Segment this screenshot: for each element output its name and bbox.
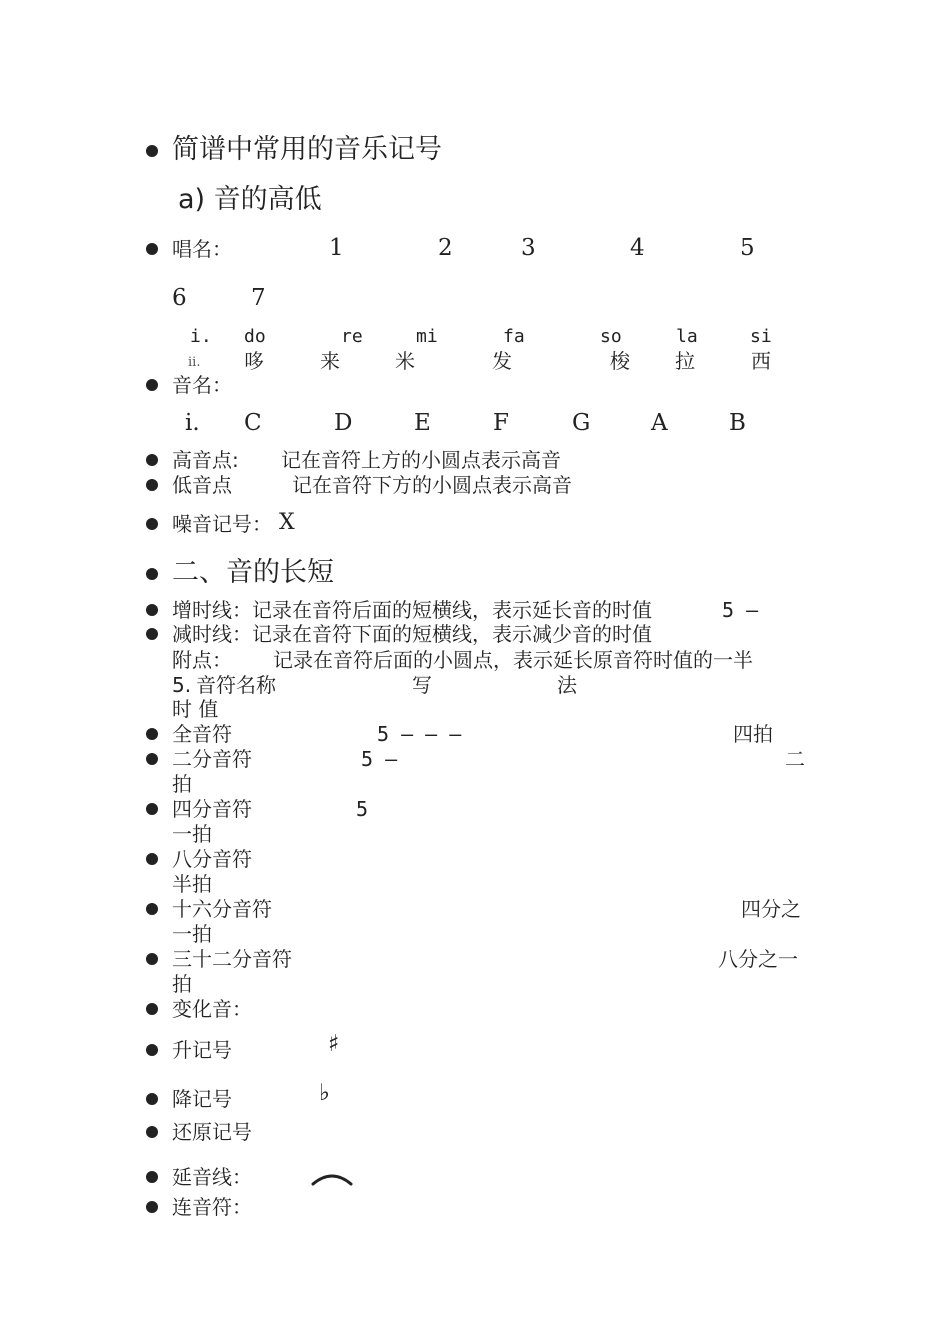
syllable: mi	[416, 326, 438, 347]
note-letter: A	[651, 410, 668, 436]
extension-line-desc: 增时线：记录在音符后面的短横线，表示延长音的时值	[172, 598, 652, 622]
high-dot-label: 高音点:	[172, 448, 239, 472]
note-type-name: 二分音符	[172, 747, 252, 771]
table-header-name: 音符名称	[196, 673, 276, 697]
note-type-name: 全音符	[172, 722, 232, 746]
note-value: 二	[785, 747, 805, 771]
sharp-label: 升记号	[172, 1038, 232, 1062]
table-header-write: 写	[412, 673, 432, 697]
bullet	[146, 853, 158, 865]
note-notation: 5 — — —	[377, 722, 462, 746]
bullet	[146, 518, 158, 530]
solfege-num: 6	[172, 285, 187, 311]
bullet	[146, 628, 158, 640]
note-letter: B	[729, 410, 746, 436]
heading-duration: 二、音的长短	[172, 557, 334, 588]
bullet	[146, 803, 158, 815]
high-dot-desc: 记在音符上方的小圆点表示高音	[281, 448, 561, 472]
low-dot-desc: 记在音符下方的小圆点表示高音	[292, 473, 572, 497]
syllable: fa	[503, 326, 525, 347]
note-value: 一拍	[172, 822, 212, 846]
bullet	[146, 145, 158, 157]
flat-label: 降记号	[172, 1087, 232, 1111]
flat-icon: ♭	[319, 1080, 330, 1106]
note-letter: C	[244, 410, 262, 436]
note-letter: D	[334, 410, 353, 436]
syllable-cn: 哆	[244, 349, 264, 373]
note-notation: 5 —	[361, 747, 398, 771]
note-value: 拍	[172, 772, 192, 796]
syllable-cn: 来	[320, 349, 340, 373]
tuplet-label: 连音符：	[172, 1195, 252, 1219]
bullet	[146, 953, 158, 965]
extension-line-example: 5 —	[722, 598, 759, 622]
syllable-cn: 米	[395, 349, 415, 373]
heading-pitch: a) 音的高低	[178, 184, 322, 215]
tie-icon	[310, 1168, 354, 1188]
note-type-name: 四分音符	[172, 797, 252, 821]
bullet	[146, 379, 158, 391]
solfege-num: 4	[630, 235, 645, 261]
dot-desc: 记录在音符后面的小圆点，表示延长原音符时值的一半	[273, 648, 753, 672]
solfege-num: 2	[438, 235, 453, 261]
dot-label: 附点：	[172, 648, 232, 672]
bullet	[146, 1126, 158, 1138]
solfege-num: 3	[521, 235, 536, 261]
bullet	[146, 568, 158, 580]
natural-label: 还原记号	[172, 1120, 252, 1144]
syllable-cn: 发	[492, 349, 512, 373]
bullet	[146, 1201, 158, 1213]
list-marker: i.	[190, 326, 212, 347]
bullet	[146, 1093, 158, 1105]
note-value: 拍	[172, 972, 192, 996]
note-notation: 5	[356, 797, 369, 821]
syllable-cn: 梭	[610, 349, 630, 373]
bullet	[146, 1044, 158, 1056]
bullet	[146, 1003, 158, 1015]
note-value: 半拍	[172, 872, 212, 896]
table-header-value: 时 值	[172, 697, 219, 721]
note-type-name: 十六分音符	[172, 897, 272, 921]
note-value: 四分之	[741, 897, 801, 921]
note-value: 四拍	[733, 722, 773, 746]
table-header-num: 5.	[172, 673, 192, 697]
solfege-num: 7	[251, 285, 266, 311]
note-value: 一拍	[172, 922, 212, 946]
bullet	[146, 604, 158, 616]
tie-label: 延音线：	[172, 1165, 252, 1189]
noise-symbol: X	[279, 510, 295, 535]
note-letter: G	[572, 410, 591, 436]
table-header-method: 法	[557, 673, 577, 697]
note-letter: F	[493, 410, 509, 436]
syllable-cn: 拉	[675, 349, 695, 373]
note-value: 八分之一	[718, 947, 798, 971]
list-marker: ii.	[188, 355, 201, 370]
solfege-num: 5	[740, 235, 755, 261]
reduction-line-desc: 减时线：记录在音符下面的短横线，表示减少音的时值	[172, 622, 652, 646]
syllable: do	[244, 326, 266, 347]
bullet	[146, 454, 158, 466]
syllable: so	[600, 326, 622, 347]
solfege-num: 1	[329, 235, 344, 261]
note-name-label: 音名：	[172, 373, 232, 397]
note-type-name: 八分音符	[172, 847, 252, 871]
syllable-cn: 西	[751, 349, 771, 373]
solfege-label: 唱名：	[172, 237, 232, 261]
note-type-name: 三十二分音符	[172, 947, 292, 971]
bullet	[146, 753, 158, 765]
sharp-icon: ♯	[328, 1031, 340, 1057]
bullet	[146, 903, 158, 915]
accidentals-label: 变化音：	[172, 997, 252, 1021]
bullet	[146, 728, 158, 740]
syllable: re	[341, 326, 363, 347]
note-letter: E	[414, 410, 431, 436]
bullet	[146, 1171, 158, 1183]
bullet	[146, 479, 158, 491]
syllable: si	[750, 326, 772, 347]
syllable: la	[676, 326, 698, 347]
heading-notation-symbols: 简谱中常用的音乐记号	[172, 134, 442, 165]
noise-label: 噪音记号：	[172, 512, 272, 536]
list-marker: i.	[185, 410, 200, 436]
bullet	[146, 243, 158, 255]
low-dot-label: 低音点	[172, 473, 232, 497]
